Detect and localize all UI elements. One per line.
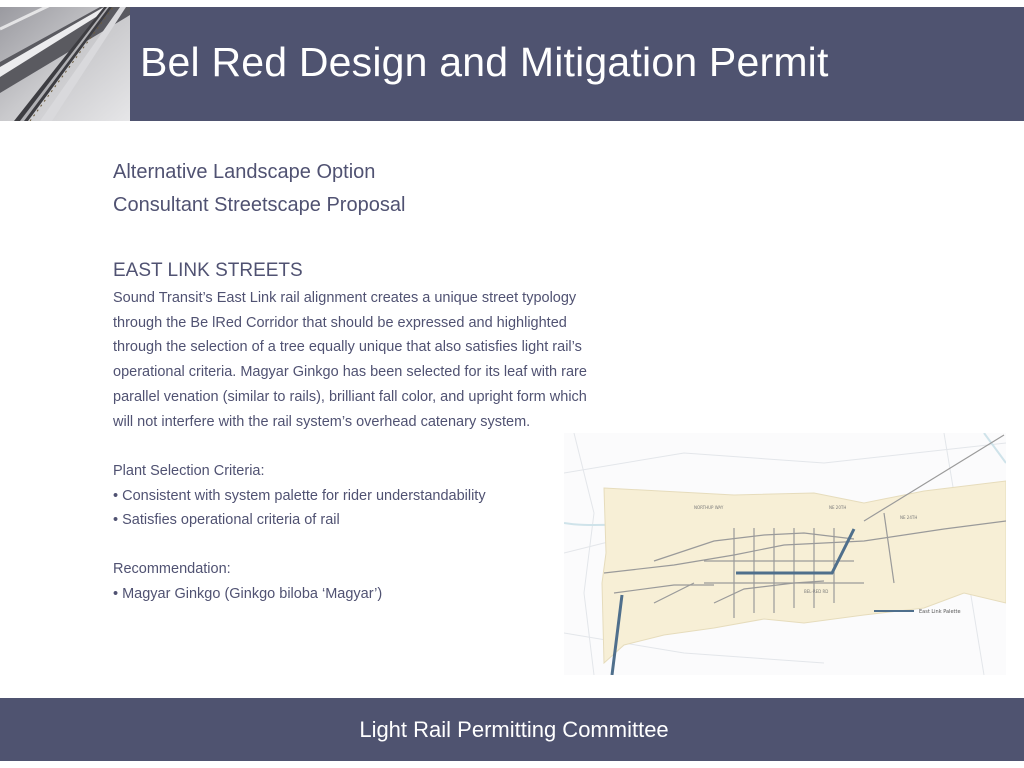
body-line: through the Be lRed Corridor that should be expressed and highlighted — [113, 314, 567, 331]
header-banner — [0, 7, 1024, 121]
section-heading: EAST LINK STREETS — [113, 260, 303, 281]
recommendation-item: • Magyar Ginkgo (Ginkgo biloba ‘Magyar’) — [113, 586, 383, 602]
footer-banner — [0, 698, 1024, 761]
corridor-map-graphic — [564, 433, 1006, 675]
body-line: through the selection of a tree equally unique that also satisfies light rail’s — [113, 339, 582, 356]
subtitle-consultant-proposal: Consultant Streetscape Proposal — [113, 194, 406, 216]
subtitle-alternative-landscape: Alternative Landscape Option — [113, 161, 376, 183]
body-line: will not interfere with the rail system’s overhead catenary system. — [113, 413, 531, 430]
page-title: Bel Red Design and Mitigation Permit — [140, 39, 829, 85]
svg-text:NORTHUP WAY: NORTHUP WAY — [694, 505, 724, 510]
body-line: parallel venation (similar to rails), brilliant fall color, and upright form which — [113, 388, 587, 405]
body-line: operational criteria. Magyar Ginkgo has been selected for its leaf with rare — [113, 364, 587, 381]
footer-label: Light Rail Permitting Committee — [359, 717, 669, 742]
section-body — [113, 286, 653, 434]
body-line: Sound Transit’s East Link rail alignment creates a unique street typology — [113, 290, 577, 306]
criteria-heading: Plant Selection Criteria: — [113, 463, 265, 479]
recommendation-heading: Recommendation: — [113, 561, 231, 577]
criteria-item: • Consistent with system palette for rider understandability — [113, 488, 486, 504]
criteria-item: • Satisfies operational criteria of rail — [113, 512, 340, 528]
svg-text:BEL-RED RD: BEL-RED RD — [804, 589, 829, 594]
svg-text:NE 20TH: NE 20TH — [829, 505, 847, 510]
legend-label: East Link Palette — [919, 609, 961, 615]
corridor-map — [564, 433, 1006, 675]
rail-track-photo-graphic — [0, 7, 130, 121]
svg-text:NE 24TH: NE 24TH — [900, 515, 918, 520]
rail-track-photo — [0, 7, 130, 121]
